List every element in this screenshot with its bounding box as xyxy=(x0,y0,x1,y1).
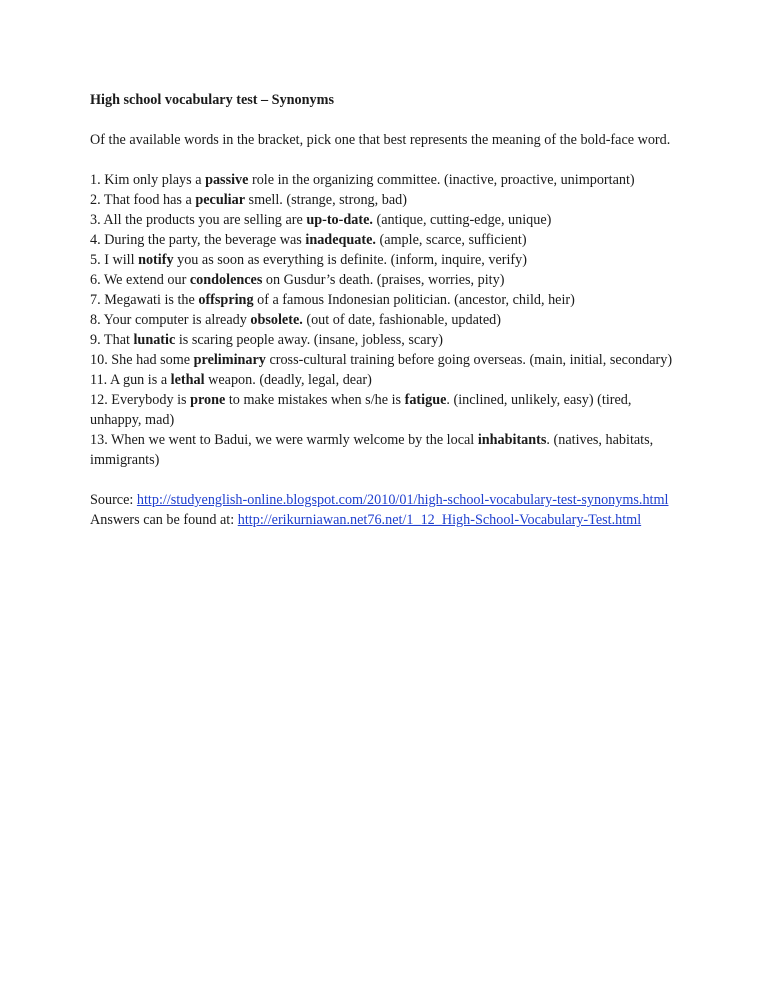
bold-word: notify xyxy=(138,252,174,268)
bold-word: lethal xyxy=(170,372,205,388)
question-item: 9. That lunatic is scaring people away. (insane, jobless, scary) xyxy=(90,332,444,348)
answers-line xyxy=(90,510,680,530)
question-item: 6. We extend our condolences on Gusdur’s death. (praises, worries, pity) xyxy=(90,272,505,288)
bold-word: lunatic xyxy=(133,332,176,348)
question-item: 12. Everybody is prone to make mistakes when s/he is fatigue. (inclined, unlikely, easy) (tired, unhappy, mad) xyxy=(90,392,632,428)
question-item: 3. All the products you are selling are up-to-date. (antique, cutting-edge, unique) xyxy=(90,212,552,228)
question-item: 8. Your computer is already obsolete. (out of date, fashionable, updated) xyxy=(90,312,501,328)
question-item: 11. A gun is a lethal weapon. (deadly, legal, dear) xyxy=(90,372,372,388)
source-label: Source: xyxy=(90,492,137,508)
bold-word: obsolete. xyxy=(250,312,303,328)
answers-label: Answers can be found at: xyxy=(90,512,238,528)
document-title: High school vocabulary test – Synonyms xyxy=(90,92,334,108)
question-item: 7. Megawati is the offspring of a famous Indonesian politician. (ancestor, child, heir) xyxy=(90,292,575,308)
instructions-paragraph: Of the available words in the bracket, pick one that best represents the meaning of the bold-face word. xyxy=(90,132,671,148)
question-item: 5. I will notify you as soon as everything is definite. (inform, inquire, verify) xyxy=(90,252,527,268)
question-item: 2. That food has a peculiar smell. (strange, strong, bad) xyxy=(90,192,407,208)
bold-word: inhabitants xyxy=(477,432,547,448)
question-item: 13. When we went to Badui, we were warmly welcome by the local inhabitants. (natives, habitats, immigrants) xyxy=(90,432,654,468)
document-page xyxy=(90,90,680,530)
bold-word: peculiar xyxy=(195,192,245,208)
bold-word: fatigue xyxy=(404,392,447,408)
bold-word: inadequate. xyxy=(305,232,376,248)
question-item: 4. During the party, the beverage was inadequate. (ample, scarce, sufficient) xyxy=(90,232,527,248)
bold-word: passive xyxy=(205,172,249,188)
question-list xyxy=(90,170,680,470)
answers-link[interactable]: http://erikurniawan.net76.net/1_12_High-School-Vocabulary-Test.html xyxy=(237,512,642,528)
bold-word: offspring xyxy=(198,292,254,308)
bold-word: preliminary xyxy=(193,352,266,368)
bold-word: condolences xyxy=(189,272,263,288)
sources-block xyxy=(90,490,680,530)
bold-word: up-to-date. xyxy=(306,212,373,228)
question-item: 10. She had some preliminary cross-cultural training before going overseas. (main, initial, secondary) xyxy=(90,352,673,368)
bold-word: prone xyxy=(190,392,226,408)
source-link[interactable]: http://studyenglish-online.blogspot.com/2010/01/high-school-vocabulary-test-synonyms.html xyxy=(136,492,669,508)
question-item: 1. Kim only plays a passive role in the organizing committee. (inactive, proactive, unimportant) xyxy=(90,172,635,188)
source-line xyxy=(90,490,680,510)
